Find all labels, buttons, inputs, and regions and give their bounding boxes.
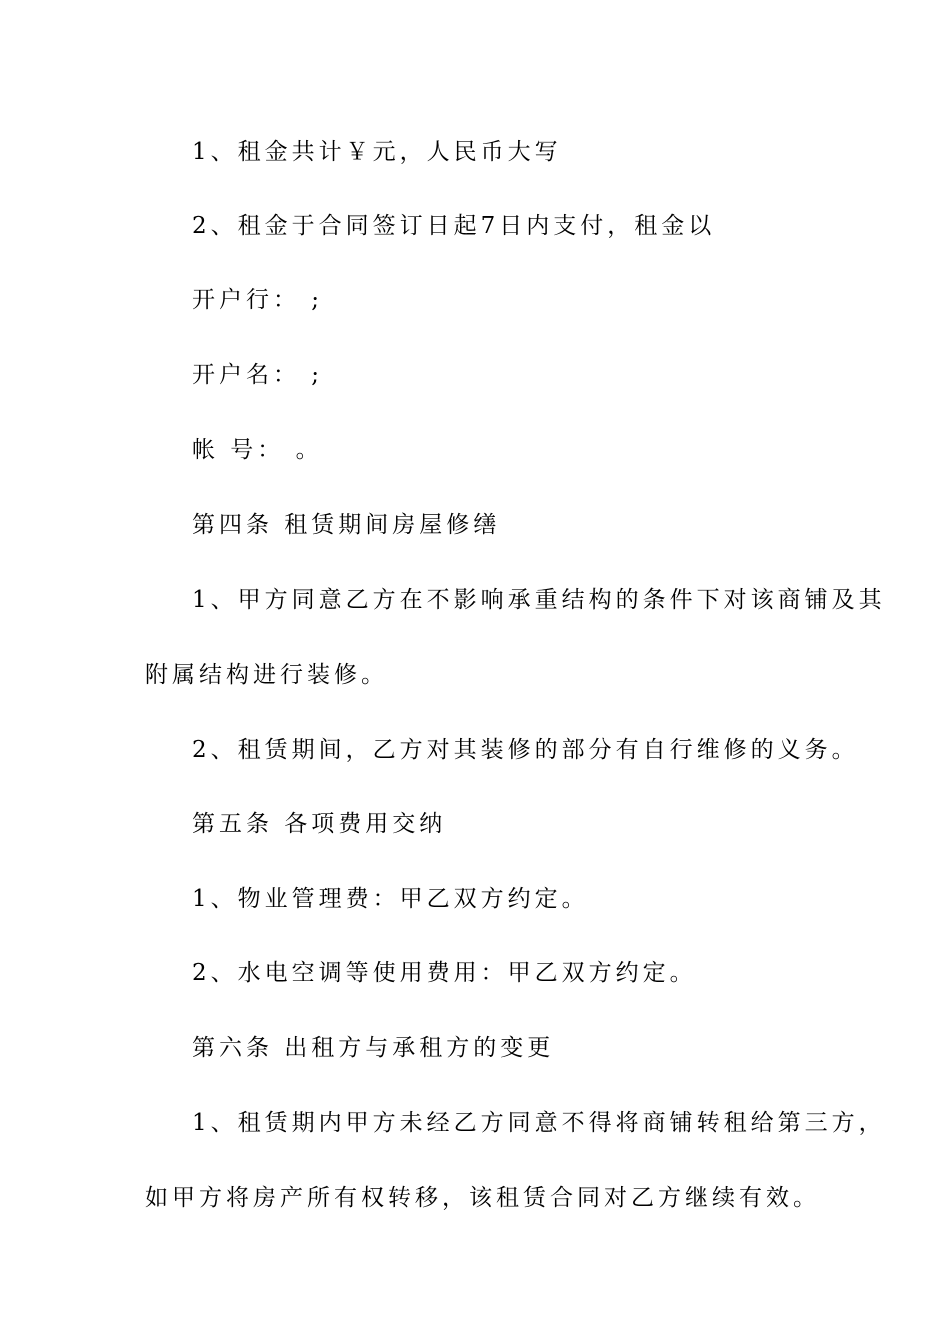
article-4-item-1: 1、甲方同意乙方在不影响承重结构的条件下对该商铺及其 bbox=[192, 587, 886, 613]
account-name-line: 开户名： ; bbox=[192, 362, 324, 388]
article-5-item-2: 2、水电空调等使用费用：甲乙双方约定。 bbox=[192, 960, 697, 986]
article-5-item-1: 1、物业管理费：甲乙双方约定。 bbox=[192, 886, 589, 912]
article-6-item-1: 1、租赁期内甲方未经乙方同意不得将商铺转租给第三方， bbox=[192, 1110, 886, 1136]
bank-name-line: 开户行： ; bbox=[192, 287, 324, 313]
article-6-heading: 第六条 出租方与承租方的变更 bbox=[192, 1035, 555, 1061]
article-4-item-2: 2、租赁期间，乙方对其装修的部分有自行维修的义务。 bbox=[192, 737, 859, 763]
account-number-line: 帐 号： 。 bbox=[192, 437, 323, 463]
article-6-item-1-continued: 如甲方将房产所有权转移，该租赁合同对乙方继续有效。 bbox=[145, 1185, 820, 1211]
article-5-heading: 第五条 各项费用交纳 bbox=[192, 811, 447, 837]
article-4-heading: 第四条 租赁期间房屋修缮 bbox=[192, 512, 501, 538]
rent-total-line: 1、租金共计￥元，人民币大写 bbox=[192, 139, 562, 165]
article-4-item-1-continued: 附属结构进行装修。 bbox=[145, 662, 388, 688]
rent-payment-line: 2、租金于合同签订日起7日内支付，租金以 bbox=[192, 213, 716, 239]
